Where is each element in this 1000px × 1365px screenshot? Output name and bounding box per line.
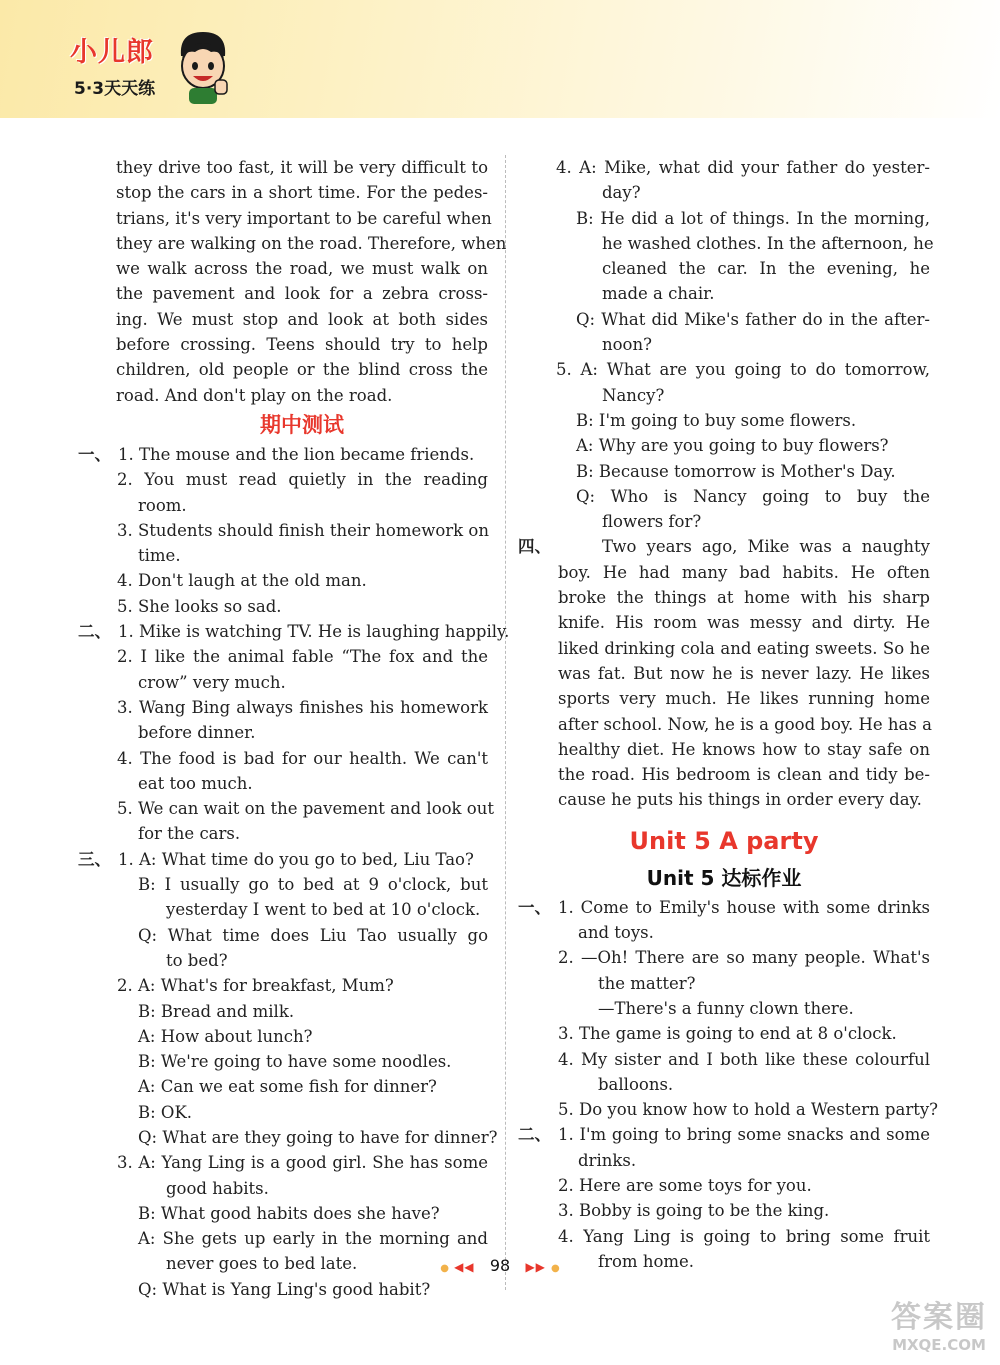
answer-line: [78, 973, 488, 998]
answer-text: before dinner.: [138, 723, 256, 743]
answer-text: for the cars.: [138, 824, 241, 844]
answer-text: B: I usually go to bed at 9 o'clock, but: [138, 875, 488, 895]
answer-line: [78, 518, 488, 543]
text-line: trians, it's very important to be careful when: [116, 208, 492, 228]
answer-line: [78, 695, 488, 720]
answer-line: [78, 543, 488, 568]
answer-line: [518, 1021, 930, 1046]
watermark-url: MXQE.COM: [892, 1336, 986, 1354]
answer-text: 1. I'm going to bring some snacks and some: [558, 1125, 930, 1145]
answer-text: 4. A: Mike, what did your father do yester-: [556, 158, 930, 177]
answer-line: [518, 408, 930, 433]
answer-text: B: Because tomorrow is Mother's Day.: [576, 461, 896, 481]
answer-line: [78, 594, 488, 619]
answer-line: [78, 1150, 488, 1175]
answer-line: [78, 1125, 498, 1150]
answer-text: 5. A: What are you going to do tomorrow,: [556, 360, 930, 380]
brand-logo: [70, 28, 230, 108]
answer-line: [78, 670, 488, 695]
answer-text: cleaned the car. In the evening, he: [602, 259, 930, 279]
right-column: [518, 155, 938, 1274]
answer-line: [78, 746, 488, 771]
answer-text: 2. You must read quietly in the reading: [117, 470, 488, 490]
answer-text: from home.: [598, 1251, 695, 1271]
answer-line: [518, 560, 930, 585]
answer-line: [518, 920, 930, 945]
answer-line: [78, 1226, 488, 1251]
answer-text: yesterday I went to bed at 10 o'clock.: [166, 900, 481, 920]
unit-answers: [518, 895, 938, 1274]
answer-text: A: Why are you going to buy flowers?: [576, 436, 889, 456]
answer-text: Two years ago, Mike was a naughty: [602, 537, 930, 557]
answer-text: to bed?: [166, 950, 228, 970]
answer-text: knife. His room was messy and dirty. He: [558, 613, 930, 633]
answer-line: [518, 459, 930, 484]
answer-line: [518, 433, 930, 458]
answer-line: [78, 1277, 488, 1302]
answer-text: 3. Bobby is going to be the king.: [558, 1201, 830, 1221]
answer-line: [78, 1201, 488, 1226]
answer-line: [518, 1148, 930, 1173]
answer-line: [518, 307, 930, 332]
answer-text: good habits.: [166, 1178, 269, 1198]
answer-line: [518, 636, 930, 661]
answer-text: boy. He had many bad habits. He often: [558, 562, 930, 582]
answer-text: 2. A: What's for breakfast, Mum?: [117, 976, 394, 996]
answer-line: [78, 1024, 488, 1049]
answer-text: 4. Yang Ling is going to bring some fruit: [558, 1226, 930, 1246]
answer-text: B: Bread and milk.: [138, 1001, 295, 1021]
answer-text: 1. Come to Emily's house with some drinks: [558, 897, 930, 917]
answer-text: sports very much. He likes running home: [558, 689, 930, 709]
answer-line: [518, 332, 930, 357]
answer-text: was fat. But now he is never lazy. He likes: [558, 663, 930, 683]
section-heading-midterm: 期中测试: [260, 412, 344, 437]
answer-line: [518, 686, 930, 711]
answer-line: [78, 619, 510, 644]
answer-line: [78, 1176, 488, 1201]
question-number-label: 二、: [518, 1125, 551, 1145]
answer-line: [518, 1047, 930, 1072]
answer-text: 3. Wang Bing always finishes his homework: [117, 697, 488, 717]
answer-line: [518, 534, 930, 559]
answer-line: [78, 948, 488, 973]
answer-text: 4. My sister and I both like these colourful: [558, 1049, 930, 1069]
answer-text: room.: [138, 495, 187, 515]
answer-line: [518, 357, 930, 382]
answer-text: Q: What time does Liu Tao usually go: [138, 925, 488, 945]
answer-text: drinks.: [578, 1150, 637, 1170]
question-number-label: 一、: [518, 897, 551, 917]
answer-line: [518, 787, 930, 812]
answer-text: B: We're going to have some noodles.: [138, 1052, 452, 1072]
text-line: they are walking on the road. Therefore, when: [116, 233, 507, 253]
answer-text: day?: [602, 183, 641, 203]
answer-line: [518, 206, 930, 231]
answer-text: the matter?: [598, 973, 696, 993]
answer-line: [78, 796, 494, 821]
answer-line: [518, 585, 930, 610]
answer-line: [518, 762, 930, 787]
answer-text: 3. Students should finish their homework on: [117, 520, 489, 540]
question-number-label: 三、: [78, 849, 111, 869]
answer-text: liked drinking cola and eating sweets. So he: [558, 638, 930, 658]
answer-line: [518, 1122, 930, 1147]
answer-text: the road. His bedroom is clean and tidy be-: [558, 765, 930, 785]
answer-line: [518, 509, 930, 534]
answer-text: 3. A: Yang Ling is a good girl. She has some: [117, 1153, 488, 1173]
answer-line: [78, 999, 488, 1024]
mascot-boy-icon: [173, 28, 231, 106]
question-number-label: 一、: [78, 444, 111, 464]
answer-line: [518, 256, 930, 281]
answer-line: [78, 442, 488, 467]
answer-line: [78, 1100, 488, 1125]
question-number-label: 二、: [78, 622, 111, 642]
answer-line: [78, 771, 488, 796]
answer-line: [518, 1097, 938, 1122]
text-line: before crossing. Teens should try to help: [116, 335, 488, 355]
answer-line: [518, 1198, 930, 1223]
answer-text: and toys.: [578, 923, 654, 943]
answer-line: [518, 661, 930, 686]
answer-line: [518, 712, 930, 737]
question-number-label: 四、: [518, 537, 551, 557]
answer-text: eat too much.: [138, 773, 253, 793]
column-divider: [505, 155, 506, 1290]
answer-text: 1. A: What time do you go to bed, Liu Tao?: [118, 849, 474, 869]
answer-text: B: What good habits does she have?: [138, 1203, 440, 1223]
page-number: 98: [489, 1256, 511, 1275]
answer-text: B: He did a lot of things. In the morning,: [576, 208, 930, 228]
answer-line: [518, 1224, 930, 1249]
answer-line: [518, 484, 930, 509]
midterm-answers-continued: [518, 155, 934, 813]
answer-text: 1. The mouse and the lion became friends.: [118, 444, 475, 464]
answer-text: he washed clothes. In the afternoon, he: [602, 233, 934, 253]
answer-text: Nancy?: [602, 385, 665, 405]
watermark-text: 答案圈: [891, 1300, 987, 1335]
text-line: the pavement and look for a zebra cross-: [116, 284, 488, 304]
dot-icon: ●: [551, 1263, 560, 1274]
answer-line: [78, 720, 488, 745]
answer-text: crow” very much.: [138, 672, 286, 692]
answer-text: 5. We can wait on the pavement and look out: [117, 799, 494, 819]
answer-text: 1. Mike is watching TV. He is laughing happily.: [118, 622, 510, 642]
answer-line: [518, 281, 930, 306]
essay-paragraph: [78, 155, 507, 408]
answer-text: 4. Don't laugh at the old man.: [117, 571, 367, 591]
answer-text: A: How about lunch?: [138, 1026, 313, 1046]
answer-line: [518, 180, 930, 205]
answer-line: [78, 467, 488, 492]
next-arrows-icon: ▶▶: [525, 1260, 546, 1274]
answer-line: [518, 996, 930, 1021]
answer-line: [78, 821, 488, 846]
answer-line: [518, 1072, 930, 1097]
answer-text: never goes to bed late.: [166, 1254, 358, 1274]
prev-arrows-icon: ◀◀: [454, 1260, 475, 1274]
answer-line: [78, 872, 488, 897]
answer-line: [518, 155, 930, 180]
answer-text: time.: [138, 546, 181, 566]
answer-text: 5. Do you know how to hold a Western party?: [558, 1100, 938, 1120]
logo-title: 小儿郎: [70, 37, 154, 68]
answer-text: 5. She looks so sad.: [117, 596, 282, 616]
answer-text: 2. I like the animal fable “The fox and the: [117, 647, 488, 667]
text-line: stop the cars in a short time. For the pedes-: [116, 183, 488, 203]
answer-text: 4. The food is bad for our health. We can't: [117, 748, 488, 768]
answer-line: [518, 737, 930, 762]
text-line: children, old people or the blind cross the: [116, 360, 488, 380]
answer-text: flowers for?: [602, 512, 702, 532]
unit-title: Unit 5 A party: [629, 826, 819, 855]
dot-icon: ●: [440, 1263, 449, 1274]
answer-line: [518, 971, 930, 996]
unit-sub-title: Unit 5 达标作业: [646, 865, 802, 890]
watermark-logo: [880, 1300, 998, 1360]
answer-text: 3. The game is going to end at 8 o'clock.: [558, 1024, 897, 1044]
answer-line: [518, 945, 930, 970]
answer-text: A: Can we eat some fish for dinner?: [138, 1077, 437, 1097]
answer-line: [518, 610, 930, 635]
answer-text: after school. Now, he is a good boy. He has a: [558, 714, 932, 734]
answer-text: Q: Who is Nancy going to buy the: [576, 486, 930, 506]
answer-text: —There's a funny clown there.: [598, 998, 854, 1018]
answer-line: [78, 644, 488, 669]
answer-line: [518, 895, 930, 920]
answer-line: [518, 231, 934, 256]
answer-text: Q: What did Mike's father do in the after-: [576, 309, 930, 329]
answer-text: balloons.: [598, 1074, 674, 1094]
answer-line: [78, 568, 488, 593]
answer-line: [78, 847, 488, 872]
answer-text: B: OK.: [138, 1102, 193, 1122]
answer-text: noon?: [602, 335, 652, 355]
answer-line: [78, 897, 488, 922]
text-line: ing. We must stop and look at both sides: [116, 309, 488, 329]
answer-text: healthy diet. He knows how to stay safe on: [558, 739, 930, 759]
page-footer: [0, 1256, 1000, 1275]
answer-text: broke the things at home with his sharp: [558, 588, 930, 608]
answer-text: made a chair.: [602, 284, 715, 304]
logo-subtitle: 5·3天天练: [74, 79, 156, 99]
answer-line: [518, 383, 930, 408]
answer-text: Q: What are they going to have for dinner?: [138, 1127, 498, 1147]
answer-line: [78, 923, 488, 948]
answer-line: [78, 1074, 488, 1099]
answer-text: 2. —Oh! There are so many people. What's: [558, 948, 930, 968]
answer-text: A: She gets up early in the morning and: [138, 1229, 488, 1249]
text-line: they drive too fast, it will be very difficult to: [116, 158, 488, 177]
answer-line: [78, 1049, 488, 1074]
text-line: we walk across the road, we must walk on: [116, 259, 488, 279]
text-line: road. And don't play on the road.: [116, 385, 393, 405]
answer-line: [78, 493, 488, 518]
answer-text: cause he puts his things in order every day.: [558, 790, 922, 810]
answer-text: B: I'm going to buy some flowers.: [576, 410, 857, 430]
answer-text: Q: What is Yang Ling's good habit?: [138, 1279, 431, 1299]
answer-line: [518, 1173, 930, 1198]
answer-text: 2. Here are some toys for you.: [558, 1175, 812, 1195]
